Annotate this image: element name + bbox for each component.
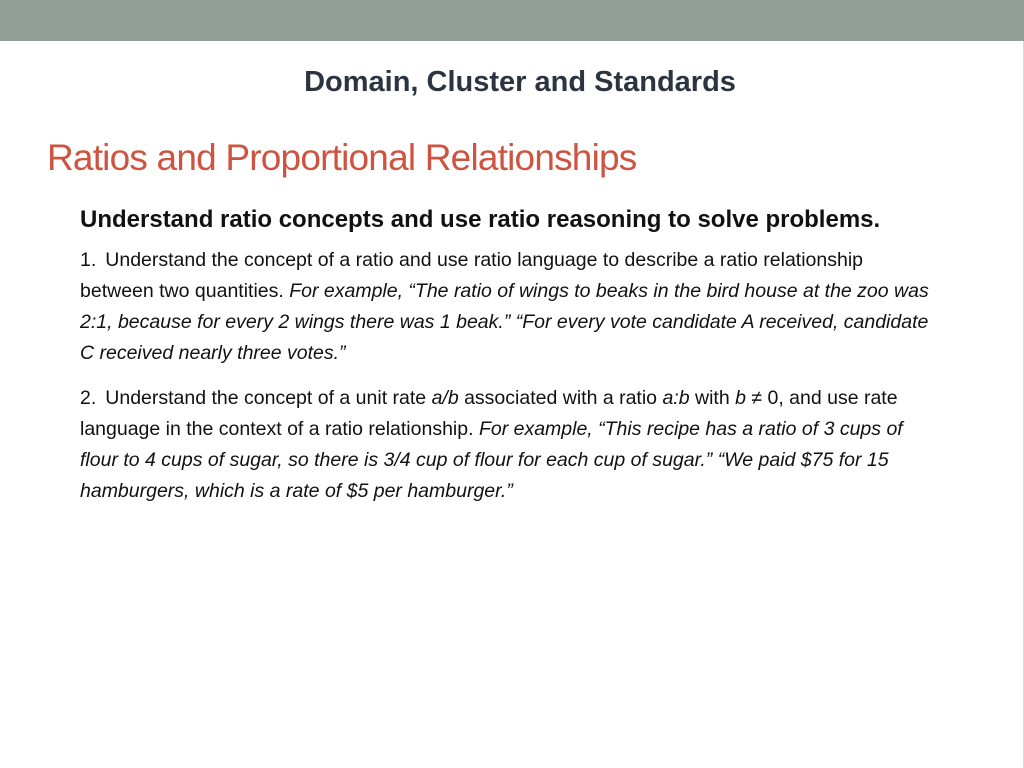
standard-2 — [80, 383, 940, 507]
standard-text: with — [689, 387, 736, 409]
slide-content — [80, 203, 940, 507]
cluster-heading: Understand ratio concepts and use ratio reasoning to solve problems. — [80, 206, 881, 233]
standard-1 — [80, 245, 940, 369]
standard-text: ≠ 0, and use rate language in the context of a ratio relationship. — [80, 387, 898, 440]
ratio-variable: a:b — [662, 387, 690, 409]
standard-text: Understand the concept of a ratio and use ratio language to describe a ratio relationship between two quantities. — [80, 249, 864, 302]
standard-text: associated with a ratio — [458, 387, 663, 409]
top-bar — [0, 0, 1024, 41]
slide-heading: Domain, Cluster and Standards — [304, 66, 736, 98]
unit-rate-variable: a/b — [431, 387, 459, 409]
standard-number: 1. — [80, 249, 97, 271]
standard-example: For example, “The ratio of wings to beaks in the bird house at the zoo was 2:1, because for every 2 wings there was 1 beak.” “For every vote candidate A received, candidate C received nearly three votes.” — [80, 280, 929, 364]
b-variable: b — [735, 387, 746, 409]
standard-number: 2. — [80, 387, 97, 409]
slide-title: Ratios and Proportional Relationships — [47, 137, 637, 178]
standard-text: Understand the concept of a unit rate — [105, 387, 432, 409]
standard-example: For example, “This recipe has a ratio of 3 cups of flour to 4 cups of sugar, so there is 3/4 cup of flour for each cup of sugar.” “We paid $75 for 15 hamburgers, which is a rate of $5 per hamburger.” — [80, 418, 903, 502]
